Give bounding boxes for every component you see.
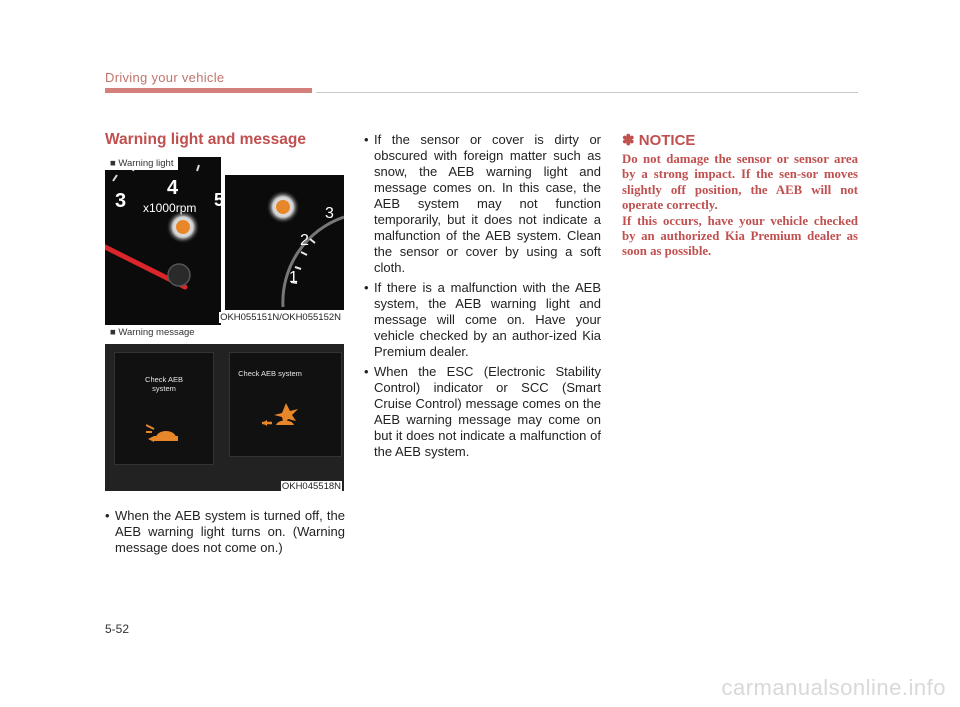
warning-light-caption: ■ Warning light [105,157,178,170]
section-title: Warning light and message [105,131,306,148]
left-bullet-list [105,508,345,560]
notice-body [622,152,858,260]
header-rule [316,92,858,93]
list-item: • When the ESC (Electronic Stability Control) indicator or SCC (Smart Cruise Control) message comes on the AEB warning message may come on but it does not indicate a malfunction of the AEB system. [364,364,601,460]
left-message-screen [114,352,214,465]
list-item: • When the AEB system is turned off, the AEB warning light turns on. (Warning message does not come on.) [105,508,345,556]
tick-label-left-3: 3 [115,190,127,212]
warning-lamp-right [276,200,290,214]
warning-message-figure-code: OKH045518N [281,481,341,491]
middle-bullet-list [364,132,601,464]
tick-label-left-5: 5 [214,190,225,210]
tick-label-right-1: 1 [289,269,298,286]
right-message-screen [229,352,342,457]
right-message-text: Check AEB system [238,369,302,378]
header-accent-bar [105,88,312,93]
notice-title: ✽ NOTICE [622,132,696,149]
tachometer-panel [105,157,221,325]
aeb-warning-icon [262,401,306,431]
tick-label-right-3: 3 [325,205,334,222]
page-number: 5-52 [105,622,130,636]
running-header: Driving your vehicle [105,70,225,85]
aeb-warning-icon [146,419,186,445]
left-message-text: Check AEB system [145,375,183,393]
warning-message-figure [105,326,344,491]
warning-lamp-left [176,220,190,234]
notice-paragraph: If this occurs, have your vehicle checked by an authorized Kia Premium dealer as soon as possible. [622,213,858,259]
watermark: carmanualsonline.info [721,675,946,700]
list-item: • If there is a malfunction with the AEB system, the AEB warning light and message will come on. Have your vehicle checked by an author-ized Kia Premium dealer. [364,280,601,360]
warning-light-figure [105,157,344,325]
list-item: • If the sensor or cover is dirty or obscured with foreign matter such as snow, the AEB warning light and message comes on. In this case, the AEB system may not function temporarily, but it does not indicate a malfunction of the AEB system. Clean the sensor or cover by using a soft cloth. [364,132,601,276]
notice-paragraph: Do not damage the sensor or sensor area by a strong impact. If the sen-sor moves slightly off position, the AEB will not operate correctly. [622,152,858,213]
tick-label-right-2: 2 [300,232,309,249]
warning-light-figure-code: OKH055151N/OKH055152N [220,312,341,323]
needle-hub [168,264,190,286]
warning-message-caption: ■ Warning message [105,326,200,339]
tick-label-left-4: 4 [167,177,179,199]
gauge-unit-label: x1000rpm [143,201,197,215]
